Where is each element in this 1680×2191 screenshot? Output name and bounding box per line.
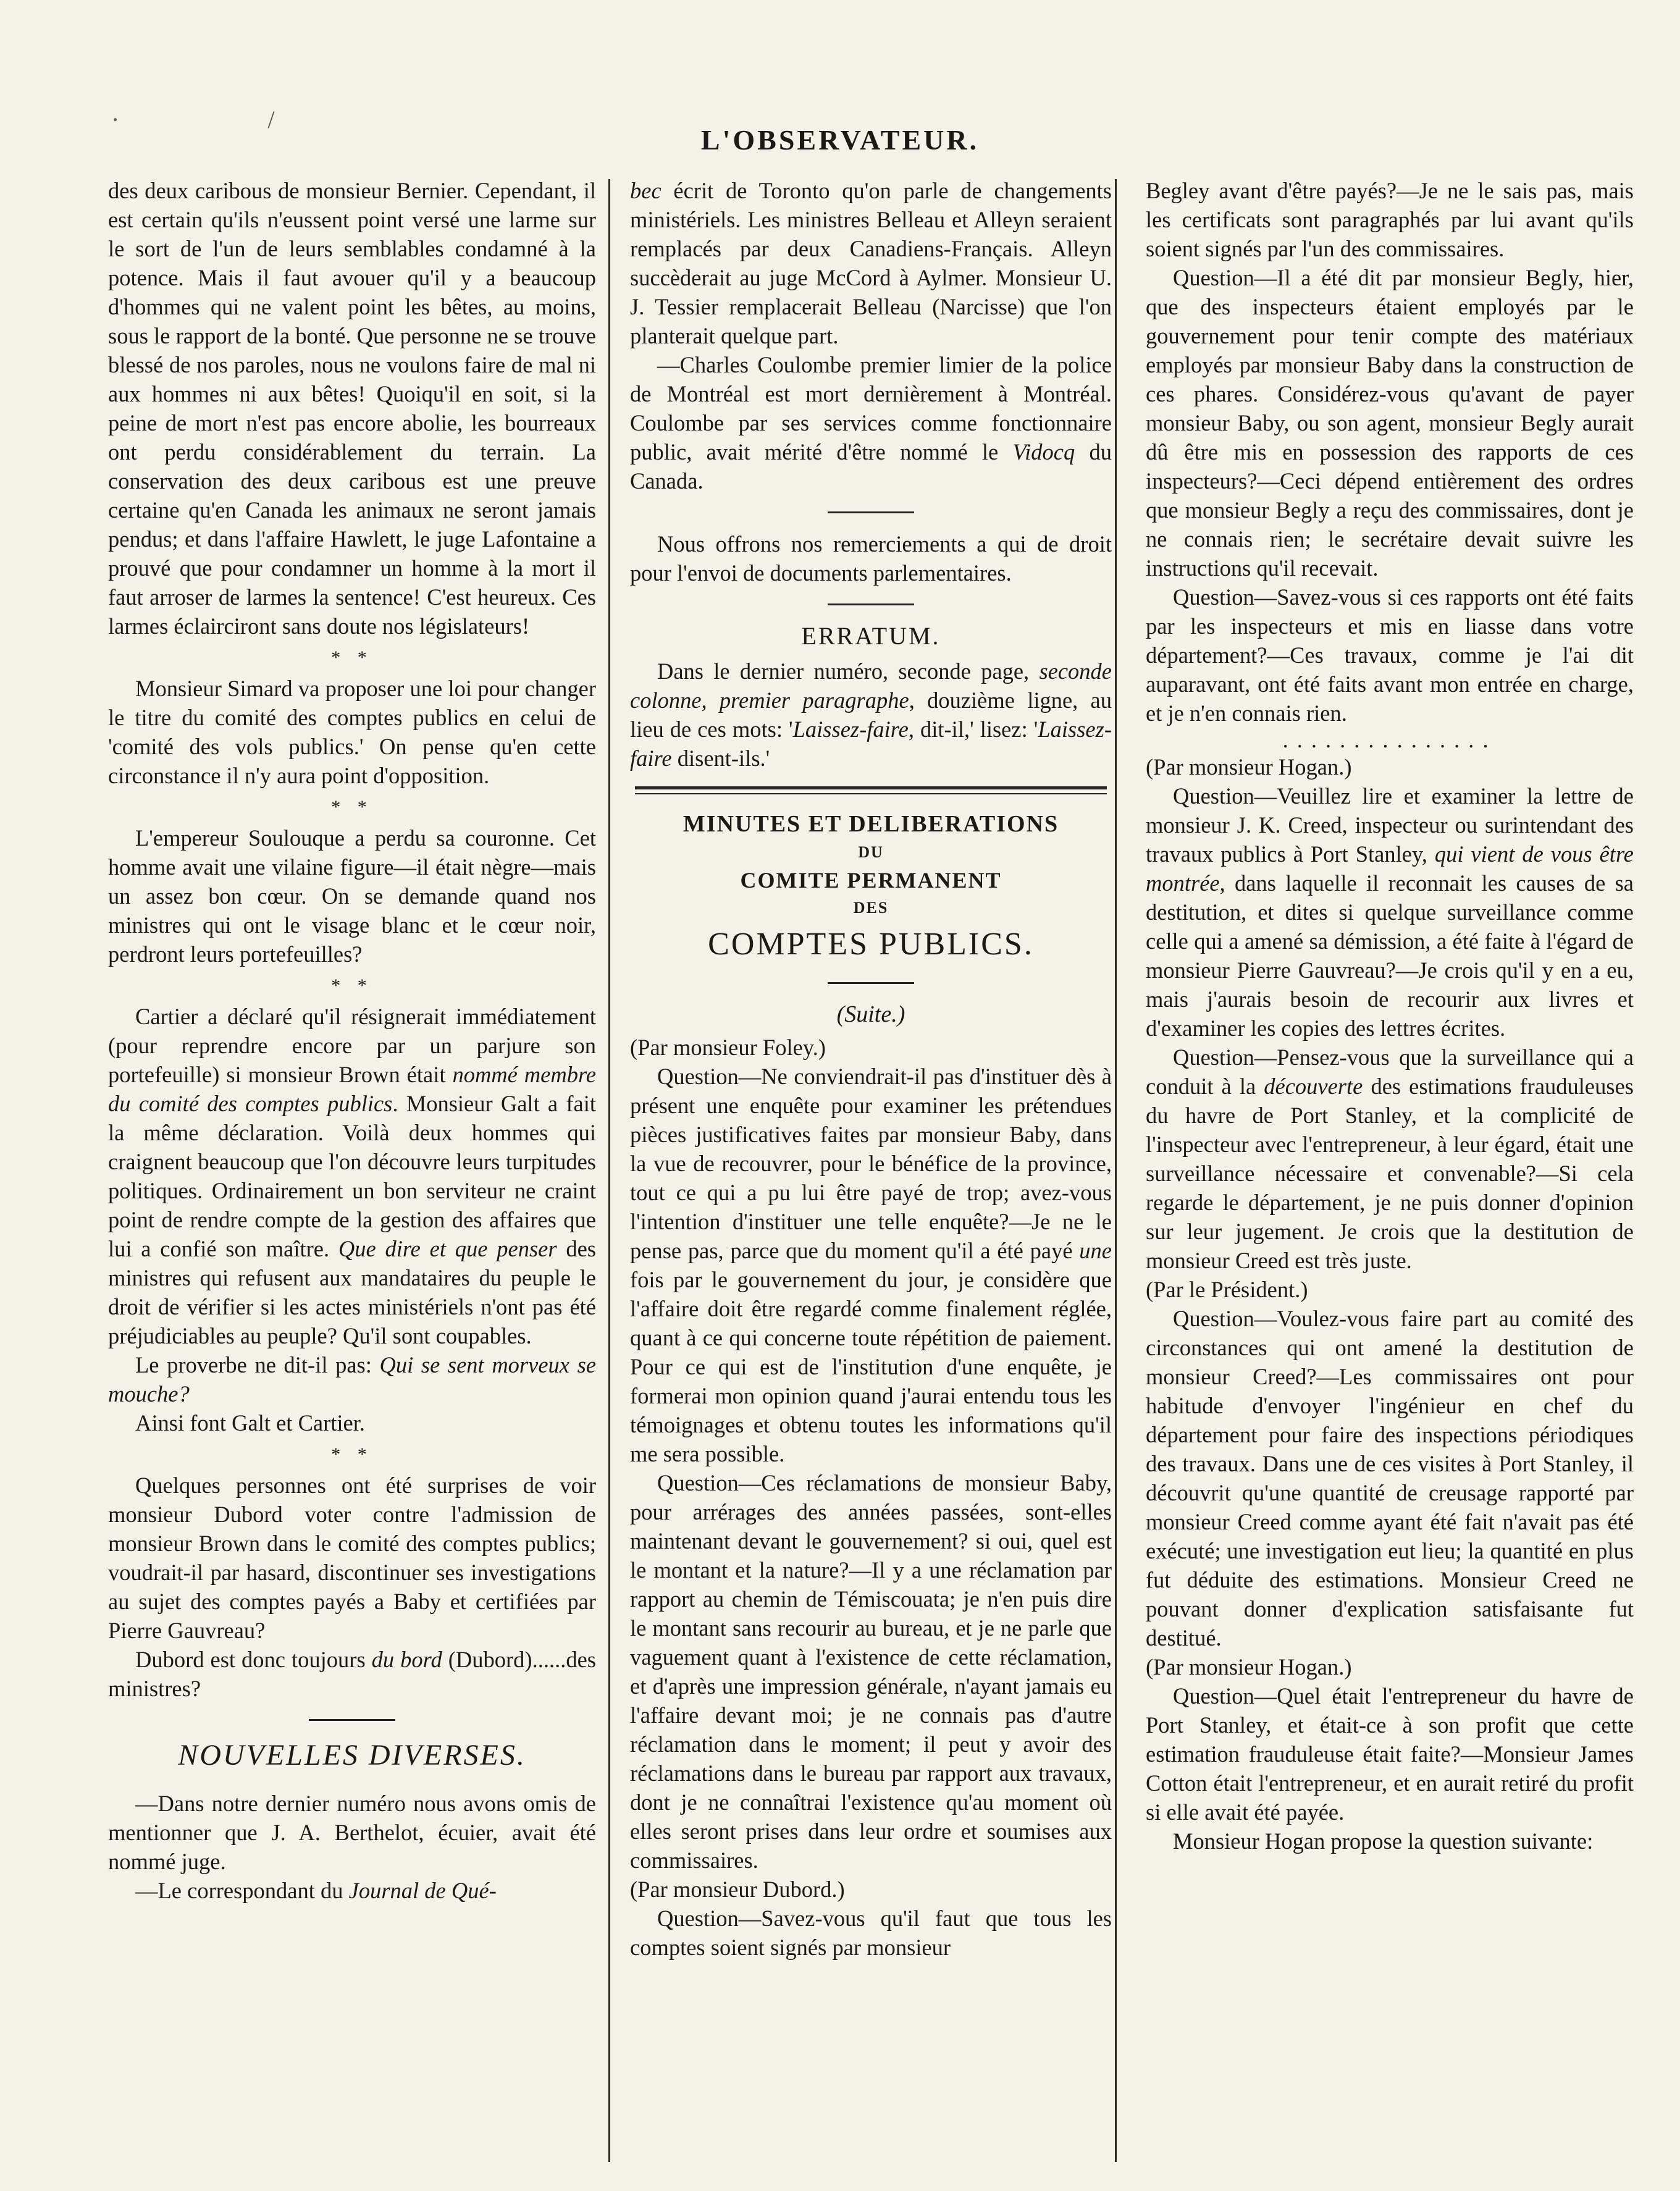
text-span: , dans laquelle il reconnait les causes de sa destitution, et dites si quelque surveillance comme celle qui a amené sa démission, a été faite à l'égard de monsieur Pierre Gauvreau?—Je crois qu'il y en a eu, mais j'aurais besoin de recourir aux livres et d'examiner les copies des lettres écrites.: [1146, 870, 1634, 1041]
italic-span: Vidocq: [1012, 439, 1075, 465]
paragraph: —Dans notre dernier numéro nous avons omis de mentionner que J. A. Berthelot, écuier, avait été nommé juge.: [108, 1791, 596, 1874]
paragraph: [108, 1876, 596, 1905]
section-heading: NOUVELLES DIVERSES.: [178, 1739, 526, 1772]
italic-span: Laissez-faire: [630, 717, 1112, 771]
paragraph: Question—Savez-vous si ces rapports ont été faits par les inspecteurs et mis en liasse dans votre département?—Ces travaux, comme je l'ai dit auparavant, ont été faits avant mon entrée en charge, et je n'en connais rien.: [1146, 584, 1634, 726]
erratum-heading: ERRATUM.: [801, 622, 941, 650]
short-rule: [828, 982, 914, 984]
text-span: des estimations frauduleuses du havre de Port Stanley, et la complicité de l'inspecteur avec l'entrepreneur, à leur égard, était une surveillance nécessaire et convenable?—Si cela regarde le département, je ne puis donner d'opinion sur leur jugement. Je crois que la destitution de monsieur Creed est très juste.: [1146, 1074, 1634, 1273]
paragraph: Nous offrons nos remerciements a qui de droit pour l'envoi de documents parlementaires.: [630, 531, 1112, 586]
short-rule: [309, 1719, 395, 1721]
italic-span: qui vient de vous être montrée: [1146, 841, 1634, 896]
paragraph: [108, 1350, 596, 1408]
italic-span: découverte: [1264, 1074, 1363, 1099]
text-span: Le proverbe ne dit-il pas:: [135, 1352, 380, 1377]
short-rule: [828, 511, 914, 513]
paragraph: Question—Savez-vous qu'il faut que tous les comptes soient signés par monsieur: [630, 1906, 1112, 1960]
page-specks: · /: [111, 106, 275, 133]
text-span: du Canada.: [630, 439, 1112, 494]
paragraph: [630, 1062, 1112, 1468]
text-span: Cartier a déclaré qu'il résignerait immédiatement (pour reprendre encore par un parjure son portefeuille) si monsieur Brown était: [108, 1004, 596, 1087]
text-span: Dans le dernier numéro, seconde page,: [657, 658, 1040, 684]
ellipsis-separator: ...............: [1282, 727, 1497, 752]
italic-span: Laissez-faire: [792, 717, 909, 742]
heading-des: DES: [853, 899, 889, 917]
paragraph: [1146, 1043, 1634, 1275]
column-3: [1146, 176, 1634, 2171]
text-span: des ministres qui refusent aux mandataires du peuple le droit de vérifier si les actes ministériels n'ont pas été préjudiciables au peuple? Qu'il sont coupables.: [108, 1236, 596, 1348]
heading-du: DU: [858, 843, 884, 861]
italic-span: du bord: [371, 1647, 442, 1672]
italic-span: nommé membre du comité des comptes publics: [108, 1062, 596, 1116]
speaker-label: (Par monsieur Foley.): [630, 1035, 826, 1060]
paragraph: Question—Ces réclamations de monsieur Baby, pour arrérages des années passées, sont-elles maintenant devant le gouvernement? si oui, quel est le montant et la nature?—Il y a une réclamation par rapport au chemin de Témiscouata; je n'en puis dire le montant sans recourir au bureau, et je ne parle que vaguement quant à l'existence de cette réclamation, et d'après une impression générale, n'ayant jamais eu l'affaire devant moi; je ne connais pas d'autre réclamation dans le moment; il peut y avoir des réclamations dans le bureau par rapport aux travaux, dont je ne connaîtrai l'existence qu'au moment où elles seront prises dans leur ordre et soumises aux commissaires.: [630, 1470, 1112, 1873]
text-span: Question—Veuillez lire et examiner la lettre de monsieur J. K. Creed, inspecteur ou surintendant des travaux publics à Port Stanley,: [1146, 783, 1634, 867]
paragraph: [630, 350, 1112, 495]
paragraph: [108, 1002, 596, 1350]
italic-span: seconde colonne, premier paragraphe: [630, 658, 1112, 713]
paragraph: [630, 657, 1112, 773]
text-span: (Dubord)......des ministres?: [108, 1647, 596, 1701]
text-span: Question—Pensez-vous que la surveillance qui a conduit à la: [1146, 1045, 1634, 1099]
speaker-label: (Par monsieur Dubord.): [630, 1877, 845, 1902]
text-span: , dit-il,' lisez: ': [908, 717, 1038, 742]
text-span: écrit de Toronto qu'on parle de changements ministériels. Les ministres Belleau et Alleyn seraient remplacés par deux Canadiens-Français. Alleyn succèderait au juge McCord à Aylmer. Monsieur U. J. Tessier remplacerait Belleau (Narcisse) que l'on planterait quelque part.: [630, 178, 1112, 348]
speaker-label: (Par monsieur Hogan.): [1146, 754, 1352, 780]
paragraph: des deux caribous de monsieur Bernier. Cependant, il est certain qu'ils n'eussent point versé une larme sur le sort de l'un de leurs semblables condamné à la potence. Mais il faut avouer qu'il y a beaucoup d'hommes qui ne valent point les bêtes, au moins, sous le rapport de la bonté. Que personne ne se trouve blessé de nos paroles, nous ne voulons faire de mal ni aux hommes ni aux bêtes! Quoiqu'il en soit, si la peine de mort n'est pas encore abolie, les bourreaux ont perdu considérablement du terrain. La conservation des deux caribous est une preuve certaine qu'en Canada les animaux ne seront jamais pendus; et dans l'affaire Hawlett, le juge Lafontaine a prouvé que pour condamner un homme à la mort il faut arroser de larmes la sentence! C'est heureux. Ces larmes éclairciront sans doute nos législateurs!: [108, 178, 596, 639]
double-rule: [635, 786, 1107, 794]
column-2: [630, 176, 1112, 2171]
paragraph: Begley avant d'être payés?—Je ne le sais pas, mais les certificats sont paragraphés par lui avant qu'ils soient signés par l'un des commissaires.: [1146, 178, 1634, 261]
text-span: . Monsieur Galt a fait la même déclaration. Voilà deux hommes qui craignent beaucoup que l'on découvre leurs turpitudes politiques. Ordinairement un bon serviteur ne craint point de rendre compte de la gestion des affaires que lui a confié son maître.: [108, 1091, 596, 1261]
text-span: —Le correspondant du: [135, 1878, 349, 1903]
text-span: Dubord est donc toujours: [135, 1647, 372, 1672]
italic-span: Journal de Qué-: [348, 1878, 497, 1903]
speaker-label: (Par monsieur Hogan.): [1146, 1654, 1352, 1680]
columns: [108, 176, 1634, 2171]
paragraph: [1146, 781, 1634, 1043]
text-span: fois par le gouvernement du jour, je considère que l'affaire doit être regardé comme finalement réglée, quant à ce qui concerne toute répétition de paiement. Pour ce qui est de l'institution d'une enquête, je formerai mon opinion quand j'aurai entendu tous les témoignages et obtenu toutes les informations qu'il me sera possible.: [630, 1267, 1112, 1466]
paragraph: L'empereur Soulouque a perdu sa couronne. Cet homme avait une vilaine figure—il était nègre—mais un assez bon cœur. On se demande quand nos ministres qui ont le visage blanc et le cœur noir, perdront leurs portefeuilles?: [108, 825, 596, 967]
paragraph: Monsieur Hogan propose la question suivante:: [1173, 1828, 1594, 1854]
heading-comite: COMITE PERMANENT: [740, 868, 1002, 893]
heading-comptes-publics: COMPTES PUBLICS.: [708, 927, 1034, 962]
masthead: L'OBSERVATEUR.: [700, 124, 980, 156]
italic-span: bec: [630, 178, 662, 203]
separator-stars: * *: [331, 647, 373, 668]
italic-span: une: [1079, 1238, 1112, 1263]
paragraph: Quelques personnes ont été surprises de voir monsieur Dubord voter contre l'admission de monsieur Brown dans le comité des comptes publics; voudrait-il par hasard, discontinuer ses investigations au sujet des comptes payés a Baby et certifiées par Pierre Gauvreau?: [108, 1473, 596, 1643]
heading-minutes: MINUTES ET DELIBERATIONS: [682, 811, 1059, 837]
paragraph: Ainsi font Galt et Cartier.: [135, 1410, 366, 1436]
text-span: , douzième ligne, au lieu de ces mots: ': [630, 688, 1112, 742]
text-span: disent-ils.': [671, 746, 770, 771]
paragraph: Question—Voulez-vous faire part au comité des circonstances qui ont amené la destitution de monsieur Creed?—Les commissaires ont pour habitude d'envoyer l'ingénieur en chef du département pour faire des inspections périodiques des travaux. Dans une de ces visites à Port Stanley, il découvrit qu'une quantité de creusage rapporté par monsieur Creed comme ayant été fait n'avait pas été exécuté; une investigation eut lieu; la quantité en plus fut déduite des estimations. Monsieur Creed ne pouvant donner d'explication satisfaisante fut destitué.: [1146, 1306, 1634, 1651]
separator-stars: * *: [331, 1444, 373, 1465]
paragraph: Monsieur Simard va proposer une loi pour changer le titre du comité des comptes publics en celui de 'comité des vols publics.' On pense qu'en cette circonstance il n'y aura point d'opposition.: [108, 676, 596, 788]
separator-stars: * *: [331, 975, 373, 996]
suite-label: (Suite.): [836, 1001, 905, 1027]
column-1: [108, 176, 596, 2171]
separator-stars: * *: [331, 797, 373, 817]
paragraph: [630, 176, 1112, 350]
paragraph: [108, 1645, 596, 1703]
paragraph: Question—Quel était l'entrepreneur du havre de Port Stanley, et était-ce à son profit que cette estimation frauduleuse était faite?—Monsieur James Cotton était l'entrepreneur, et en aurait retiré du profit si elle avait été payée.: [1146, 1683, 1634, 1825]
paragraph: Question—Il a été dit par monsieur Begly, hier, que des inspecteurs étaient employés par le gouvernement pour tenir compte des matériaux employés par monsieur Baby dans la construction de ces phares. Considérez-vous qu'avant de payer monsieur Baby, ou son agent, monsieur Begly aurait dû être mis en possession des rapports de ces inspecteurs?—Ceci dépend entièrement des ordres que monsieur Begly a reçu des commissaires, dont je ne connais rien; le secrétaire devait suivre les instructions qu'il recevait.: [1146, 265, 1634, 581]
text-span: —Charles Coulombe premier limier de la police de Montréal est mort dernièrement à Montréal. Coulombe par ses services comme fonctionnaire public, avait mérité d'être nommé le: [630, 352, 1112, 465]
short-rule: [828, 603, 914, 605]
speaker-label: (Par le Président.): [1146, 1277, 1308, 1302]
italic-span: Que dire et que penser: [338, 1236, 557, 1261]
text-span: Question—Ne conviendrait-il pas d'instituer dès à présent une enquête pour examiner les prétendues pièces justificatives faites par monsieur Baby, dans la vue de recouvrer, pour le bénéfice de la province, tout ce qui a pu lui être payé de trop; avez-vous l'intention d'instituer une telle enquête?—Je ne le pense pas, parce que du moment qu'il a été payé: [630, 1064, 1112, 1263]
italic-span: Qui se sent morveux se mouche?: [108, 1352, 596, 1407]
